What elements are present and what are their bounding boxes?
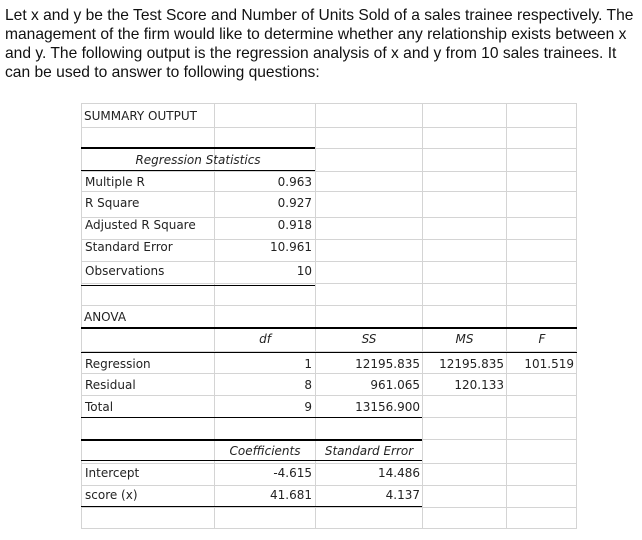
border-line <box>81 506 422 507</box>
gridline <box>81 485 577 486</box>
border-line <box>81 147 315 149</box>
se-header: Standard Error <box>324 444 414 458</box>
anova-ss: 13156.900 <box>355 400 420 414</box>
gridline <box>81 171 577 172</box>
gridline <box>81 103 577 104</box>
stat-value: 0.927 <box>277 196 312 210</box>
anova-header-f: F <box>538 332 546 346</box>
border-line <box>81 327 577 329</box>
regression-statistics-header: Regression Statistics <box>135 153 261 167</box>
gridline <box>81 528 577 529</box>
gridline <box>81 191 577 192</box>
stat-value: 0.963 <box>277 175 312 189</box>
anova-title: ANOVA <box>84 310 127 324</box>
gridline <box>81 373 577 374</box>
gridline <box>81 127 577 128</box>
stat-label: Adjusted R Square <box>85 218 196 232</box>
anova-ss: 961.065 <box>370 378 420 392</box>
anova-row-label: Total <box>85 400 114 414</box>
border-line <box>81 417 422 418</box>
coef-value: -4.615 <box>273 466 312 480</box>
stat-label: Observations <box>85 264 165 278</box>
coef-header: Coefficients <box>229 444 301 458</box>
anova-header-df: df <box>259 332 271 346</box>
anova-header-ms: MS <box>455 332 474 346</box>
gridline <box>81 305 577 306</box>
gridline <box>422 103 423 529</box>
anova-df: 8 <box>304 378 312 392</box>
stat-value: 10 <box>296 264 312 278</box>
anova-ss: 12195.835 <box>355 357 420 371</box>
stat-label: Standard Error <box>85 240 173 254</box>
anova-df: 9 <box>304 400 312 414</box>
anova-f: 101.519 <box>524 357 574 371</box>
anova-header-ss: SS <box>361 332 377 346</box>
anova-row-label: Regression <box>85 357 151 371</box>
border-line <box>81 439 422 441</box>
gridline <box>81 395 577 396</box>
gridline <box>81 507 577 508</box>
stat-label: R Square <box>85 196 140 210</box>
anova-row-label: Residual <box>85 378 136 392</box>
stat-label: Multiple R <box>85 175 145 189</box>
stat-value: 0.918 <box>277 218 312 232</box>
se-value: 14.486 <box>378 466 420 480</box>
coef-row-label: score (x) <box>85 488 138 502</box>
stat-value: 10.961 <box>270 240 312 254</box>
anova-ms: 120.133 <box>454 378 504 392</box>
border-line <box>81 460 422 461</box>
anova-ms: 12195.835 <box>439 357 504 371</box>
gridline <box>81 261 577 262</box>
gridline <box>81 283 577 284</box>
border-line <box>81 352 577 353</box>
border-line <box>81 170 315 171</box>
anova-df: 1 <box>304 357 312 371</box>
border-line <box>81 285 315 286</box>
gridline <box>506 103 507 529</box>
gridline <box>576 103 577 529</box>
regression-output-sheet <box>81 103 577 529</box>
coef-value: 41.681 <box>270 488 312 502</box>
question-text: Let x and y be the Test Score and Number of Units Sold of a sales trainee respectively. The management of the firm would like to determine whether any relationship exists between x and y. The following output is the regression analysis of x and y from 10 sales trainees. It can be used to answer to following questions: <box>5 7 634 81</box>
coef-row-label: Intercept <box>85 466 140 480</box>
gridline <box>81 463 577 464</box>
se-value: 4.137 <box>385 488 420 502</box>
summary-title: SUMMARY OUTPUT <box>84 109 197 123</box>
